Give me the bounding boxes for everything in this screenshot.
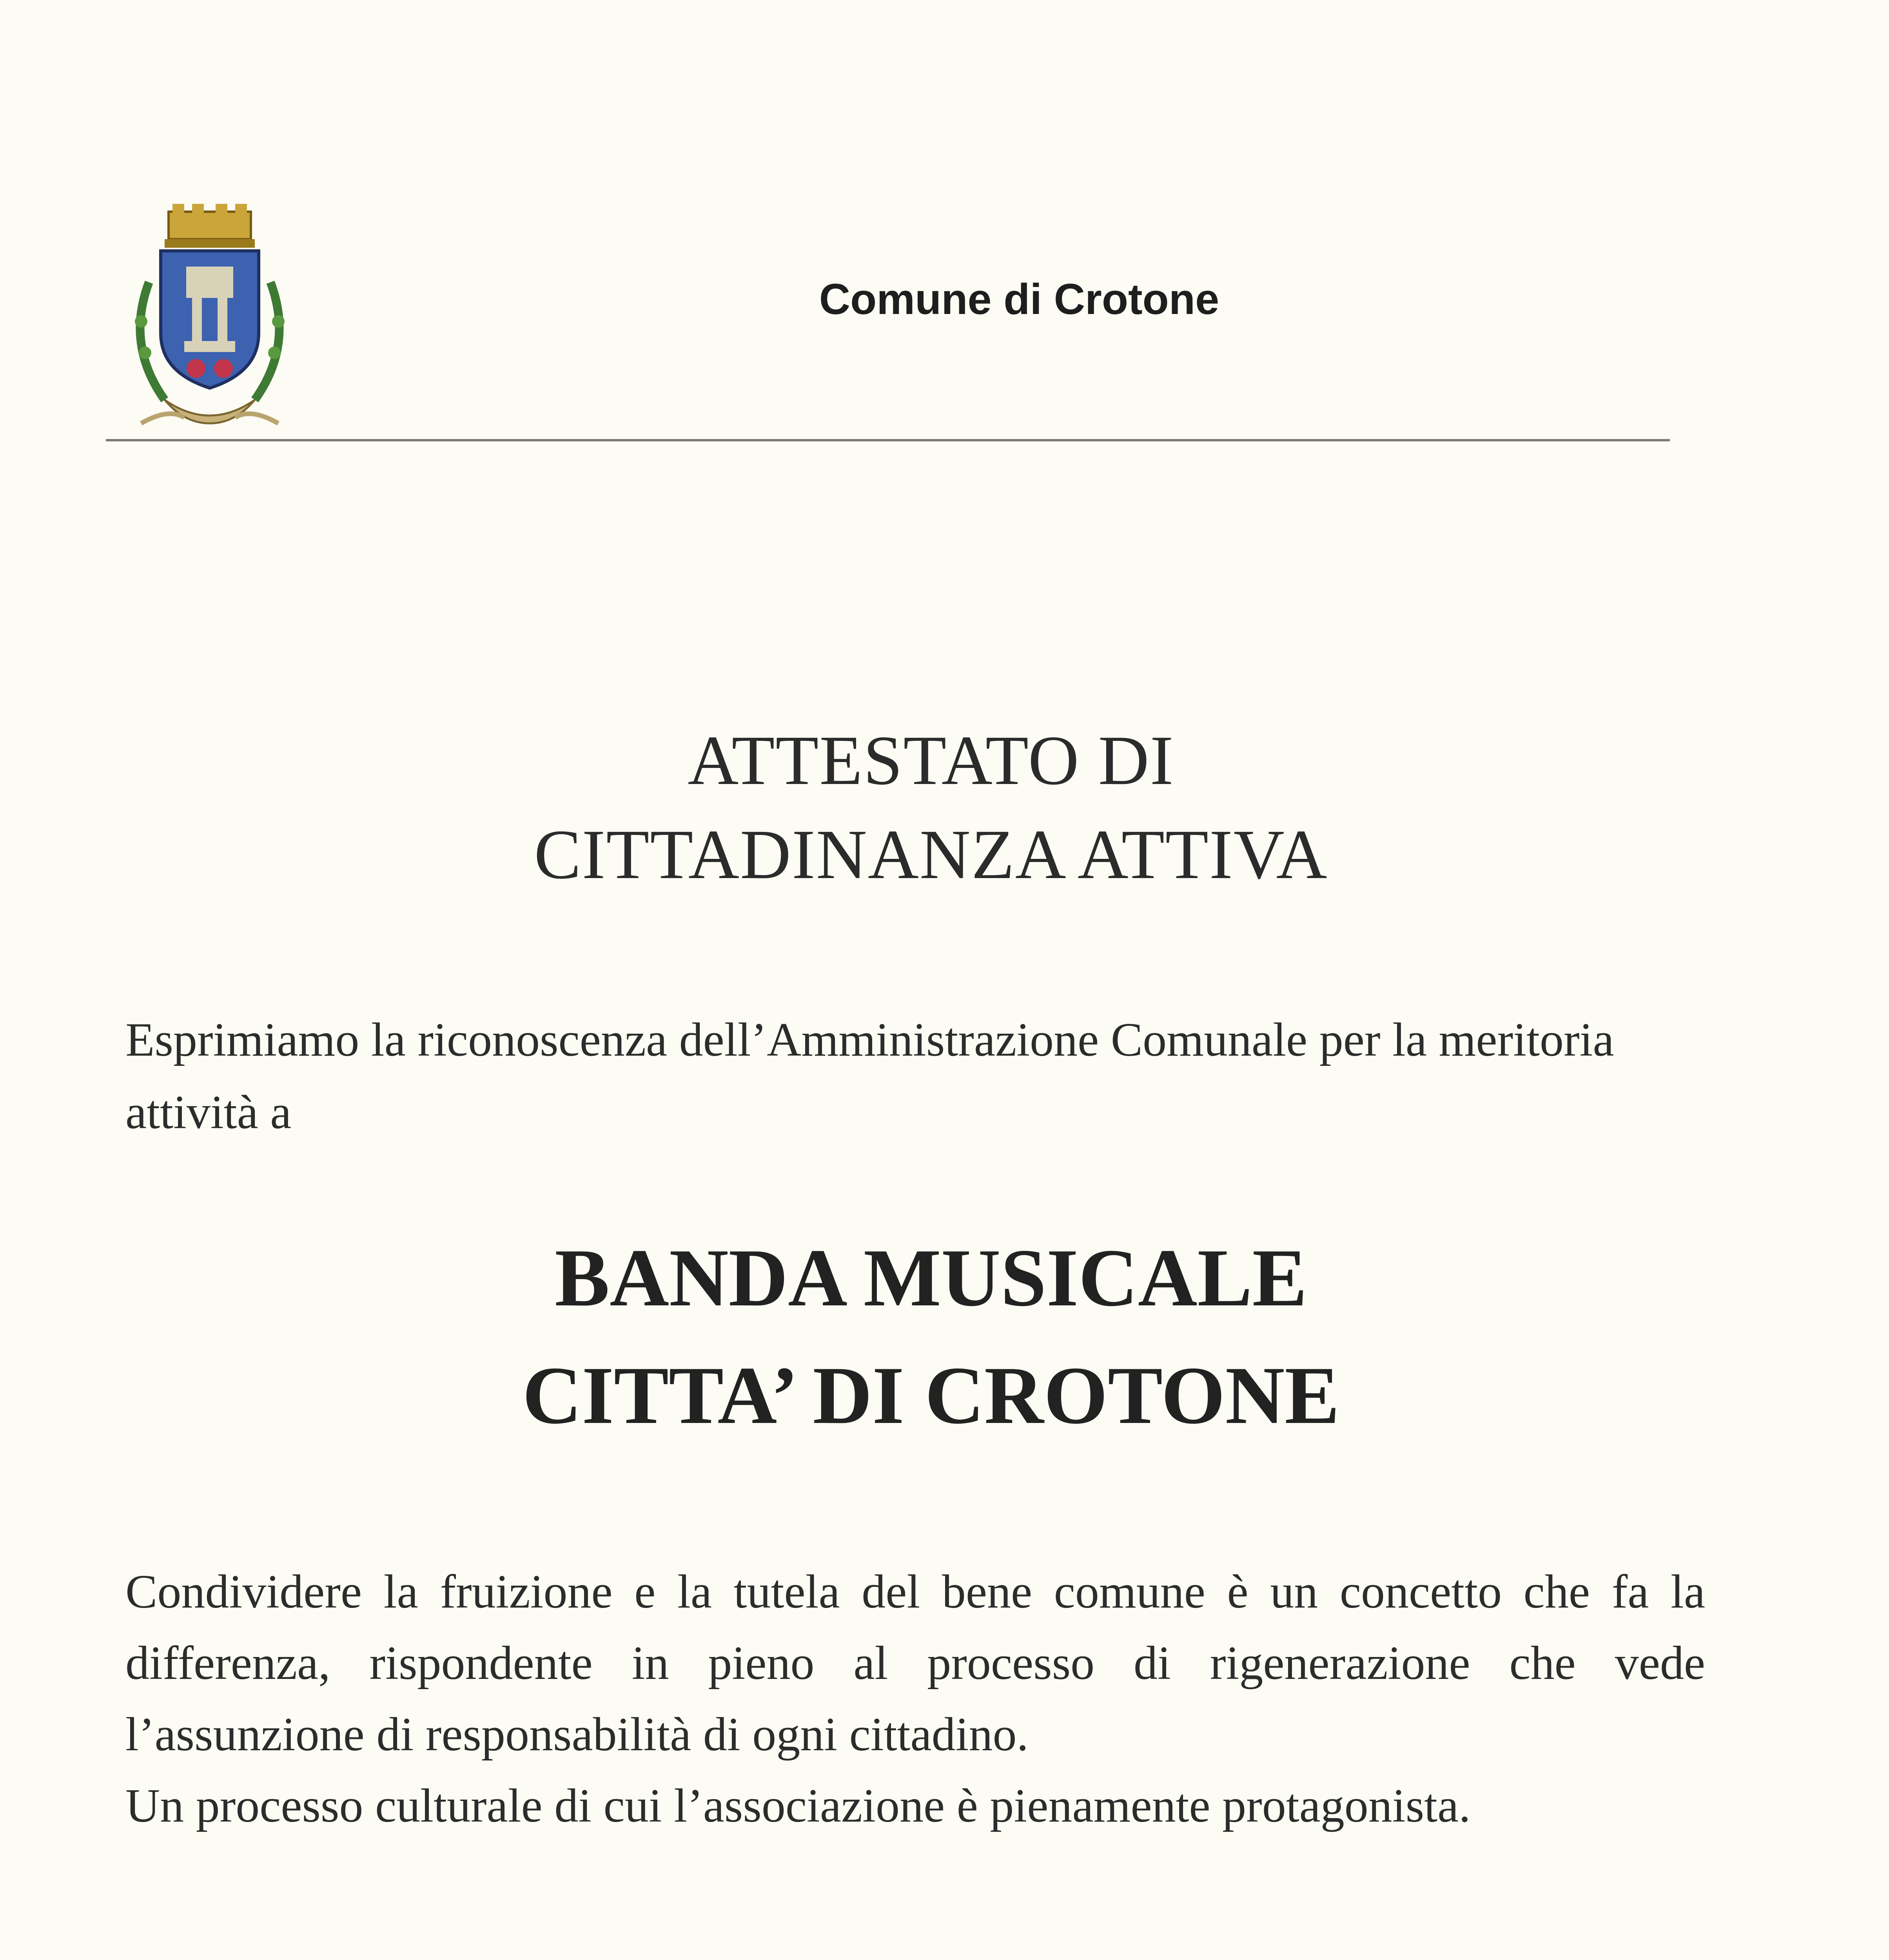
recipient-line-2: CITTA’ DI CROTONE: [522, 1350, 1340, 1441]
body-paragraph-2: Un processo culturale di cui l’associazione è pienamente protagonista.: [125, 1779, 1471, 1832]
title-line-2: CITTADINANZA ATTIVA: [534, 815, 1328, 893]
header-divider: [106, 439, 1670, 441]
recipient-line-1: BANDA MUSICALE: [555, 1232, 1307, 1323]
title-line-1: ATTESTATO DI: [688, 721, 1174, 799]
body-paragraph-1: Condividere la fruizione e la tutela del bene comune è un concetto che fa la differenza, rispondente in pieno al processo di rigenerazione che vede l’assunzione di responsabilità di ogni cittadino.: [125, 1565, 1705, 1761]
recipient-name: [274, 1219, 1588, 1454]
intro-text: Esprimiamo la riconoscenza dell’Amministrazione Comunale per la meritoria attività a: [125, 1013, 1614, 1139]
certificate-title: [274, 713, 1588, 902]
institution-name: Comune di Crotone: [819, 275, 1219, 323]
body-text: [125, 1556, 1705, 1842]
crotone-coat-of-arms-icon: [118, 204, 302, 435]
